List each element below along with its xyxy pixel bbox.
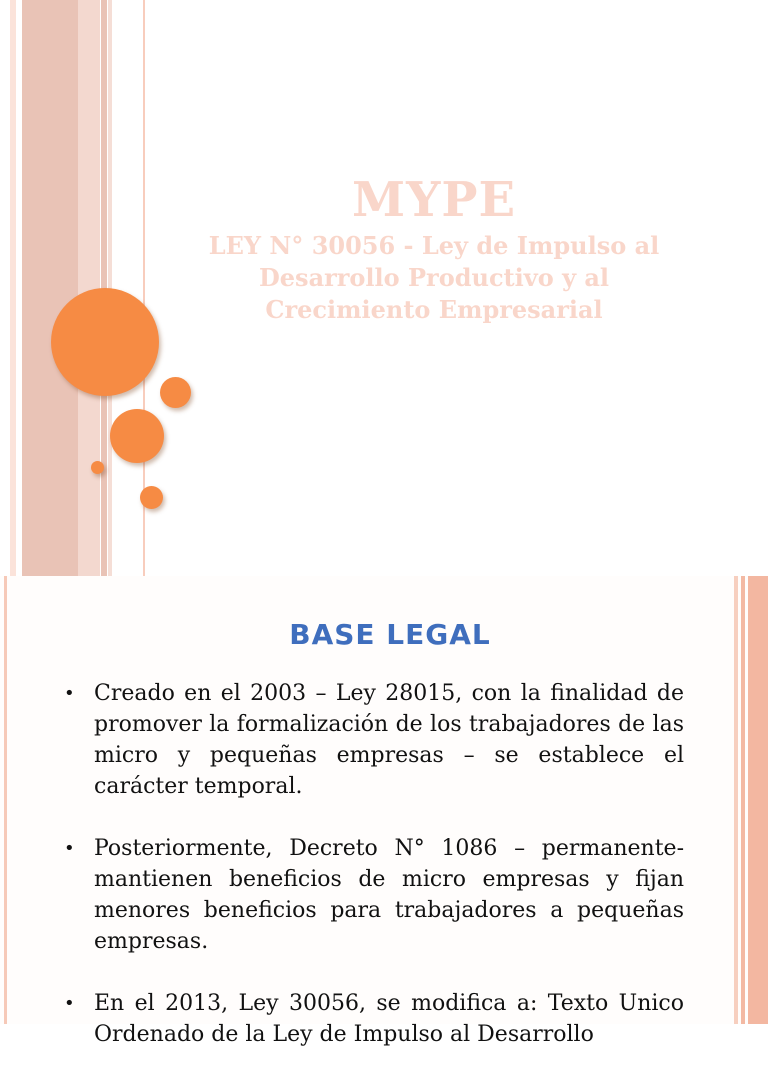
- bullet-list: [60, 678, 684, 1081]
- bullet-icon: •: [64, 993, 75, 1014]
- section-heading: BASE LEGAL: [289, 618, 491, 651]
- title-block: [190, 170, 678, 326]
- bullet-icon: •: [64, 683, 75, 704]
- slide-subtitle: [190, 230, 678, 326]
- subtitle-line: Desarrollo Productivo y al: [258, 263, 610, 292]
- decorative-circle-medium: [110, 409, 164, 463]
- decorative-circle-small: [160, 377, 191, 408]
- decorative-circle-tiny: [91, 461, 104, 474]
- list-item: [60, 988, 684, 1050]
- content-slide: [0, 576, 768, 1047]
- decorative-circle-large: [51, 288, 159, 396]
- bullet-icon: •: [64, 838, 75, 859]
- subtitle-line: LEY N° 30056 - Ley de Impulso al: [208, 231, 660, 260]
- list-item: [60, 833, 684, 957]
- bullet-text: Posteriormente, Decreto N° 1086 – permanente- mantienen beneficios de micro empresas y fijan menores beneficios para trabajadores a pequeñas empresas.: [94, 836, 684, 954]
- bullet-text: Creado en el 2003 – Ley 28015, con la finalidad de promover la formalización de los trabajadores de las micro y pequeñas empresas – se establece el carácter temporal.: [94, 681, 684, 799]
- decorative-stripe: [22, 0, 78, 576]
- bullet-text: En el 2013, Ley 30056, se modifica a: Texto Unico Ordenado de la Ley de Impulso al Desarrollo: [94, 991, 684, 1047]
- subtitle-line: Crecimiento Empresarial: [265, 295, 603, 324]
- decorative-stripe: [10, 0, 16, 576]
- list-item: [60, 678, 684, 802]
- slide-title: MYPE: [351, 172, 517, 228]
- decorative-circle-small: [140, 486, 163, 509]
